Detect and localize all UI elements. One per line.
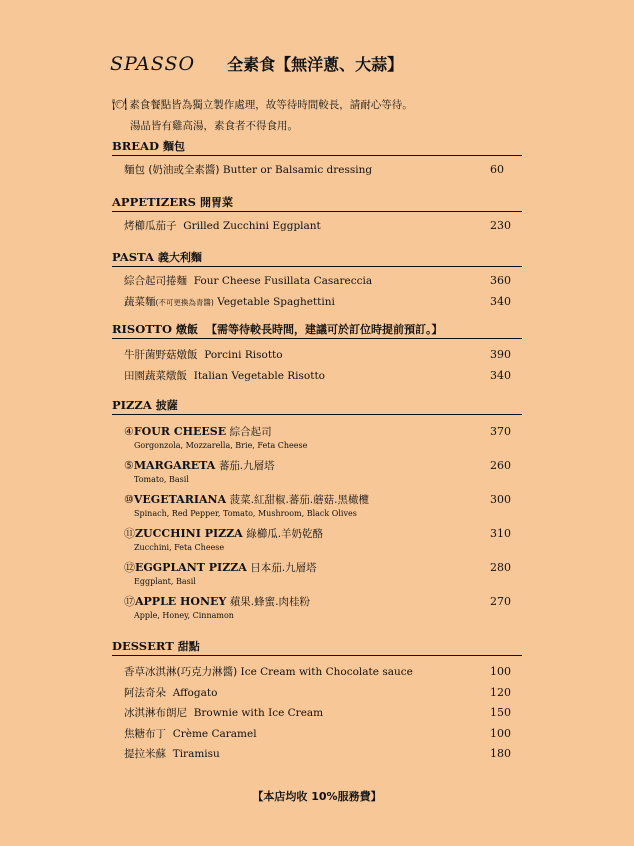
item-price: 370 [490, 425, 511, 438]
item-price: 360 [490, 274, 511, 287]
section-title: DESSERT 甜點 [112, 637, 522, 656]
menu-content [112, 137, 522, 765]
item-price: 180 [490, 747, 511, 760]
note-line-1: 素食餐點皆為獨立製作處理，故等待時間較長，請耐心等待。 [129, 99, 413, 111]
section-title: PIZZA 披薩 [112, 396, 522, 415]
section-pizza [112, 396, 522, 627]
menu-item: 冰淇淋布朗尼 Brownie with Ice Cream 150 [112, 703, 522, 724]
page-title: 全素食【無洋蔥、大蒜】 [227, 55, 404, 74]
section-title: PASTA 義大利麵 [112, 248, 522, 267]
menu-item: 田園蔬菜燉飯 Italian Vegetable Risotto 340 [112, 366, 522, 387]
section-dessert [112, 637, 522, 765]
section-pasta [112, 248, 522, 312]
pizza-item: ⑩VEGETARIANA 菠菜.紅甜椒.蕃茄.蘑菇.黑橄欖 Spinach, Red Pepper, Tomato, Mushroom, Black Olives 300 [112, 491, 522, 525]
item-price: 340 [490, 368, 511, 382]
pizza-item: ④FOUR CHEESE 綜合起司 Gorgonzola, Mozzarella, Brie, Feta Cheese 370 [112, 423, 522, 457]
menu-header [110, 52, 403, 75]
item-price: 150 [490, 706, 511, 719]
item-price: 280 [490, 561, 511, 574]
item-price: 390 [490, 348, 511, 361]
dining-icon: 🍽 [112, 97, 128, 111]
note-line-2: 湯品皆有雞高湯，素食者不得食用。 [130, 120, 298, 132]
section-risotto [112, 320, 522, 386]
item-price: 340 [490, 294, 511, 308]
menu-item: 提拉米蘇 Tiramisu 180 [112, 744, 522, 765]
service-charge-note: 【本店均收 10%服務費】 [252, 790, 382, 803]
section-title: BREAD 麵包 [112, 137, 522, 156]
menu-notes [112, 94, 413, 137]
menu-item: 牛肝菌野菇燉飯 Porcini Risotto 390 [112, 345, 522, 366]
item-price: 230 [490, 218, 511, 232]
menu-item: 綜合起司捲麵 Four Cheese Fusillata Casareccia 360 [112, 271, 522, 292]
pizza-item: ⑤MARGARETA 蕃茄.九層塔 Tomato, Basil 260 [112, 457, 522, 491]
section-appetizers [112, 193, 522, 237]
section-title: RISOTTO 燉飯 【需等待較長時間，建議可於訂位時提前預訂。】 [112, 320, 522, 339]
item-price: 120 [490, 685, 511, 699]
menu-item: 焦糖布丁 Crème Caramel 100 [112, 724, 522, 745]
item-price: 100 [490, 665, 511, 678]
section-bread [112, 137, 522, 181]
brand-logo: SPASSO [110, 53, 196, 75]
section-title: APPETIZERS 開胃菜 [112, 193, 522, 212]
item-price: 270 [490, 595, 511, 608]
pizza-item: ⑪ZUCCHINI PIZZA 綠櫛瓜.羊奶乾酪 Zucchini, Feta Cheese 310 [112, 525, 522, 559]
pizza-item: ⑰APPLE HONEY 蘋果.蜂蜜.肉桂粉 Apple, Honey, Cinnamon 270 [112, 593, 522, 627]
menu-item: 烤櫛瓜茄子 Grilled Zucchini Eggplant 230 [112, 216, 522, 237]
menu-item: 蔬菜麵(不可更換為青醬) Vegetable Spaghettini 340 [112, 292, 522, 313]
item-price: 60 [490, 163, 504, 176]
menu-item: 香草冰淇淋(巧克力淋醬) Ice Cream with Chocolate sauce 100 [112, 662, 522, 683]
pizza-item: ⑫EGGPLANT PIZZA 日本茄.九層塔 Eggplant, Basil 280 [112, 559, 522, 593]
menu-item: 阿法奇朵 Affogato 120 [112, 683, 522, 704]
item-price: 100 [490, 726, 511, 740]
menu-item: 麵包 (奶油或全素醬) Butter or Balsamic dressing 60 [112, 160, 522, 181]
item-price: 310 [490, 527, 511, 540]
item-price: 260 [490, 459, 511, 472]
item-price: 300 [490, 493, 511, 506]
